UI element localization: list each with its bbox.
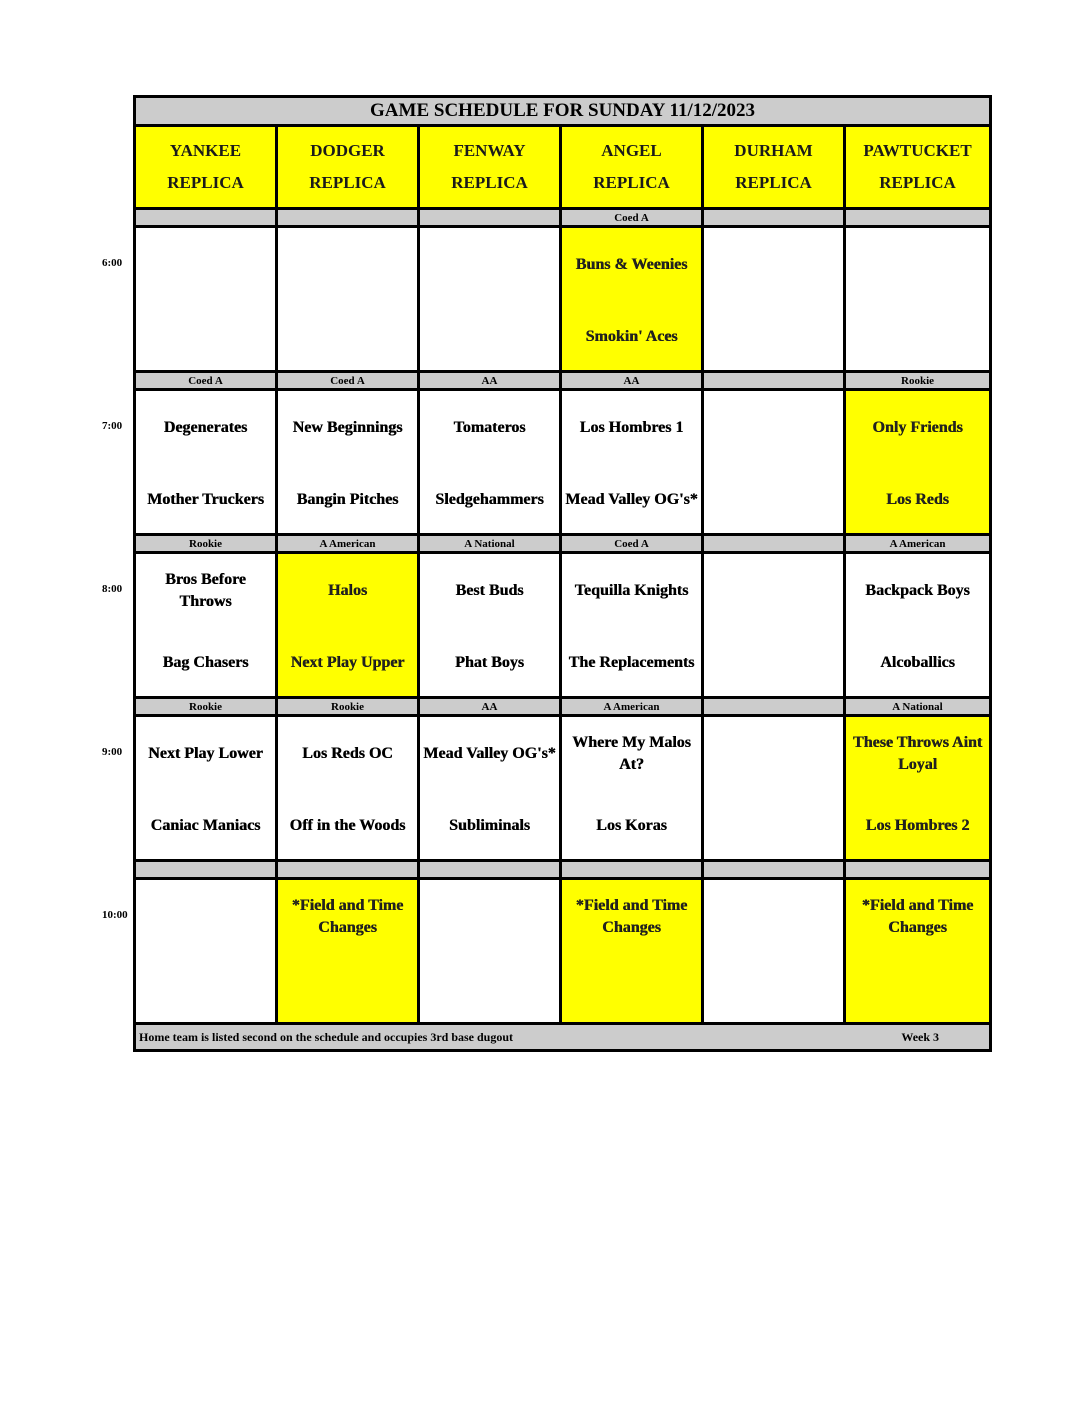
away-team: Mead Valley OG's*	[423, 745, 556, 762]
home-team	[136, 314, 275, 360]
game-cell	[135, 390, 277, 535]
division-label: Coed A	[561, 209, 703, 227]
game-cell	[135, 227, 277, 372]
away-team: Bros Before Throws	[165, 571, 246, 610]
footer-cell	[135, 1024, 991, 1051]
time-label: 8:00	[102, 582, 123, 595]
division-label: Coed A	[135, 372, 277, 390]
division-label: Rookie	[135, 698, 277, 716]
home-team: Alcoballics	[880, 654, 955, 671]
field-subtitle: REPLICA	[309, 173, 386, 192]
division-label	[845, 861, 991, 879]
division-label	[135, 209, 277, 227]
game-cell	[277, 716, 419, 861]
game-cell	[277, 227, 419, 372]
division-label	[419, 861, 561, 879]
division-label: Rookie	[277, 698, 419, 716]
home-team: Sledgehammers	[435, 491, 544, 508]
home-team	[704, 966, 843, 1012]
game-cell	[845, 390, 991, 535]
field-subtitle: REPLICA	[735, 173, 812, 192]
home-team	[846, 966, 989, 1012]
away-team	[420, 242, 559, 288]
game-cell	[419, 553, 561, 698]
division-label: AA	[419, 372, 561, 390]
field-name: DODGER	[310, 141, 385, 160]
game-cell	[561, 553, 703, 698]
home-team: Next Play Upper	[290, 654, 405, 671]
division-label: A American	[845, 535, 991, 553]
home-team	[136, 966, 275, 1012]
field-subtitle: REPLICA	[451, 173, 528, 192]
division-label: AA	[419, 698, 561, 716]
game-row	[135, 390, 991, 535]
away-team	[136, 242, 275, 288]
time-label: 7:00	[102, 419, 123, 432]
division-label	[703, 372, 845, 390]
away-team	[704, 405, 843, 451]
home-team	[562, 966, 701, 1012]
field-header-4	[703, 126, 845, 209]
home-team: Phat Boys	[455, 654, 524, 671]
away-team: Los Hombres 1	[579, 419, 684, 436]
home-team-note: Home team is listed second on the schedule and occupies 3rd base dugout	[139, 1029, 514, 1044]
game-cell	[703, 227, 845, 372]
game-cell	[277, 553, 419, 698]
division-label	[703, 698, 845, 716]
game-cell	[561, 716, 703, 861]
away-team: Buns & Weenies	[575, 256, 688, 273]
home-team	[278, 966, 417, 1012]
division-row	[135, 698, 991, 716]
field-header-0	[135, 126, 277, 209]
game-cell	[703, 879, 845, 1024]
division-label	[419, 209, 561, 227]
home-team	[704, 314, 843, 360]
game-cell	[561, 390, 703, 535]
game-row	[135, 879, 991, 1024]
division-row	[135, 535, 991, 553]
away-team: These Throws Aint Loyal	[852, 734, 983, 773]
home-team	[420, 314, 559, 360]
field-subtitle: REPLICA	[167, 173, 244, 192]
schedule-table	[133, 95, 992, 1052]
away-team	[704, 568, 843, 614]
away-team	[704, 731, 843, 777]
home-team: Smokin' Aces	[585, 328, 678, 345]
away-team: Best Buds	[455, 582, 524, 599]
away-team	[704, 894, 843, 940]
field-header-3	[561, 126, 703, 209]
division-row	[135, 861, 991, 879]
home-team	[278, 314, 417, 360]
field-name: YANKEE	[169, 141, 242, 160]
division-row	[135, 209, 991, 227]
game-row	[135, 227, 991, 372]
away-team: Only Friends	[872, 419, 963, 436]
division-label	[703, 209, 845, 227]
division-label: A National	[419, 535, 561, 553]
game-cell	[135, 553, 277, 698]
division-label	[277, 861, 419, 879]
home-team: Bangin Pitches	[296, 491, 399, 508]
game-cell	[419, 879, 561, 1024]
game-cell	[135, 716, 277, 861]
division-label	[135, 861, 277, 879]
away-team: New Beginnings	[292, 419, 403, 436]
division-row	[135, 372, 991, 390]
game-cell	[135, 879, 277, 1024]
game-cell	[703, 390, 845, 535]
field-name: FENWAY	[453, 141, 526, 160]
game-cell	[277, 390, 419, 535]
game-cell	[561, 879, 703, 1024]
division-label: Rookie	[135, 535, 277, 553]
game-cell	[703, 553, 845, 698]
home-team: Off in the Woods	[289, 817, 406, 834]
game-cell	[845, 553, 991, 698]
division-label: AA	[561, 372, 703, 390]
game-cell	[419, 227, 561, 372]
away-team: Tequilla Knights	[574, 582, 689, 599]
division-label: Coed A	[561, 535, 703, 553]
division-label	[703, 861, 845, 879]
time-label: 6:00	[102, 256, 123, 269]
game-cell	[419, 390, 561, 535]
field-name: ANGEL	[601, 141, 662, 160]
away-team	[420, 894, 559, 940]
away-team: Degenerates	[163, 419, 248, 436]
home-team	[420, 966, 559, 1012]
home-team	[704, 640, 843, 686]
field-header-5	[845, 126, 991, 209]
division-label	[703, 535, 845, 553]
away-team: Los Reds OC	[302, 745, 393, 762]
home-team: Caniac Maniacs	[150, 817, 261, 834]
division-label: A American	[561, 698, 703, 716]
time-label: 10:00	[102, 908, 128, 921]
game-row	[135, 716, 991, 861]
field-subtitle: REPLICA	[593, 173, 670, 192]
time-label: 9:00	[102, 745, 123, 758]
title-row	[135, 97, 991, 126]
schedule-title: GAME SCHEDULE FOR SUNDAY 11/12/2023	[135, 97, 991, 126]
field-header-1	[277, 126, 419, 209]
game-cell	[845, 227, 991, 372]
home-team	[704, 477, 843, 523]
division-label: A American	[277, 535, 419, 553]
home-team: Mead Valley OG's*	[565, 491, 698, 508]
field-header-2	[419, 126, 561, 209]
game-cell	[703, 716, 845, 861]
game-row	[135, 553, 991, 698]
game-cell	[845, 716, 991, 861]
away-team: *Field and Time Changes	[291, 897, 404, 936]
home-team	[846, 314, 989, 360]
division-label: Coed A	[277, 372, 419, 390]
away-team: Where My Malos At?	[572, 734, 691, 773]
game-cell	[419, 716, 561, 861]
home-team: Los Reds	[886, 491, 949, 508]
field-subtitle: REPLICA	[879, 173, 956, 192]
home-team: The Replacements	[568, 654, 695, 671]
division-label	[845, 209, 991, 227]
away-team: Tomateros	[453, 419, 526, 436]
away-team: Backpack Boys	[865, 582, 970, 599]
away-team	[704, 242, 843, 288]
home-team: Bag Chasers	[162, 654, 249, 671]
away-team: *Field and Time Changes	[575, 897, 688, 936]
away-team: *Field and Time Changes	[861, 897, 974, 936]
division-label: A National	[845, 698, 991, 716]
home-team: Los Koras	[596, 817, 667, 834]
away-team: Next Play Lower	[148, 745, 263, 762]
division-label	[561, 861, 703, 879]
away-team	[846, 242, 989, 288]
away-team	[136, 894, 275, 940]
division-label: Rookie	[845, 372, 991, 390]
home-team	[704, 803, 843, 849]
game-cell	[277, 879, 419, 1024]
week-label: Week 3	[901, 1029, 940, 1044]
field-name: PAWTUCKET	[863, 141, 972, 160]
home-team: Los Hombres 2	[865, 817, 970, 834]
home-team: Subliminals	[449, 817, 530, 834]
game-cell	[845, 879, 991, 1024]
division-label	[277, 209, 419, 227]
field-name: DURHAM	[734, 141, 813, 160]
footer-row	[135, 1024, 991, 1051]
away-team	[278, 242, 417, 288]
field-header-row	[135, 126, 991, 209]
game-cell	[561, 227, 703, 372]
home-team: Mother Truckers	[147, 491, 264, 508]
away-team: Halos	[327, 582, 368, 599]
